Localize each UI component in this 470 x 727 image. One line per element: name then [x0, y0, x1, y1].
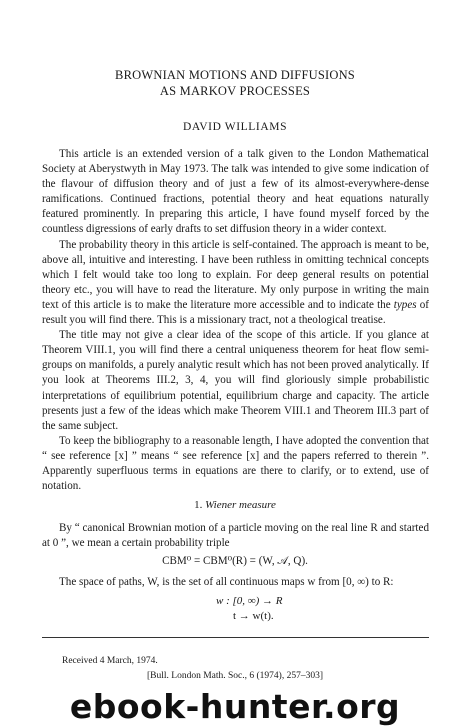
map-line-1: w : [0, ∞) → R — [216, 595, 283, 607]
paragraph-scope: The title may not give a clear idea of the scope of this article. If you glance at Theorem VIII.1, you will find there a central uniqueness theorem for heat flow semi-groups on manifolds, a purely analytic result which has not been proved analytically. If you look at Theorems III.2, 3, 4, you will find gloriously simple probabilistic interpretations of equilibrium potential, equilibrium charge and capacity. The article presents just a few of the ideas which make Theorem VIII.1 and Theorem III.3 part of the same subject. — [42, 329, 429, 432]
paths-body — [42, 575, 429, 590]
paper-title-line-2: AS MARKOV PROCESSES — [159, 84, 311, 98]
journal-citation: [Bull. London Math. Soc., 6 (1974), 257–303] — [146, 671, 323, 681]
paragraph-paths: The space of paths, W, is the set of all continuous maps w from [0, ∞) to R: — [59, 576, 394, 588]
paragraph-intro: This article is an extended version of a talk given to the London Mathematical Society at Aberystwyth in May 1973. The talk was intended to give some indication of the flavour of diffusion theory and of just a few of its almost-everywhere-dense ramifications. Continued fractions, potential theory and heat equations naturally featured prominently. In preparing this article, I have found myself forced by the countless digressions of early drafts to set diffusion theory in a wider context. — [42, 148, 429, 236]
introduction-body — [42, 147, 429, 494]
footnote-rule — [42, 637, 429, 638]
watermark-text: ebook-hunter.org — [69, 687, 401, 726]
paragraph-probability: The probability theory in this article is self-contained. The approach is meant to be, above all, intuitive and interesting. I have been ruthless in omitting technical concepts which I felt would take too long to explain. For deep general results on potential theory etc., you will have to read the literature. My only purpose in writing the main text of this article is to make the literature more accessible and to indicate the types of result you will find there. This is a missionary tract, not a theological treatise. — [42, 238, 429, 327]
received-date: Received 4 March, 1974. — [62, 656, 158, 666]
paper-title-line-1: BROWNIAN MOTIONS AND DIFFUSIONS — [115, 68, 355, 82]
equation-cbm: CBM⁰ = CBM⁰(R) = (W, 𝒜, Q). — [162, 555, 308, 567]
map-line-2: t → w(t). — [233, 610, 274, 622]
section-heading — [0, 499, 470, 511]
section-body — [42, 521, 429, 551]
paragraph-wiener: By “ canonical Brownian motion of a particle moving on the real line R and started at 0 ”, we mean a certain probability triple — [42, 522, 429, 550]
section-title: Wiener measure — [205, 499, 276, 511]
section-number: 1. — [194, 499, 203, 511]
author-name: DAVID WILLIAMS — [182, 121, 288, 133]
paragraph-bibliography: To keep the bibliography to a reasonable length, I have adopted the convention that “ see reference [x] ” means “ see reference [x] and the papers referred to therein ”. Apparently superfluous terms in equations are there to clarify, or to extend, use of notation. — [42, 434, 429, 493]
